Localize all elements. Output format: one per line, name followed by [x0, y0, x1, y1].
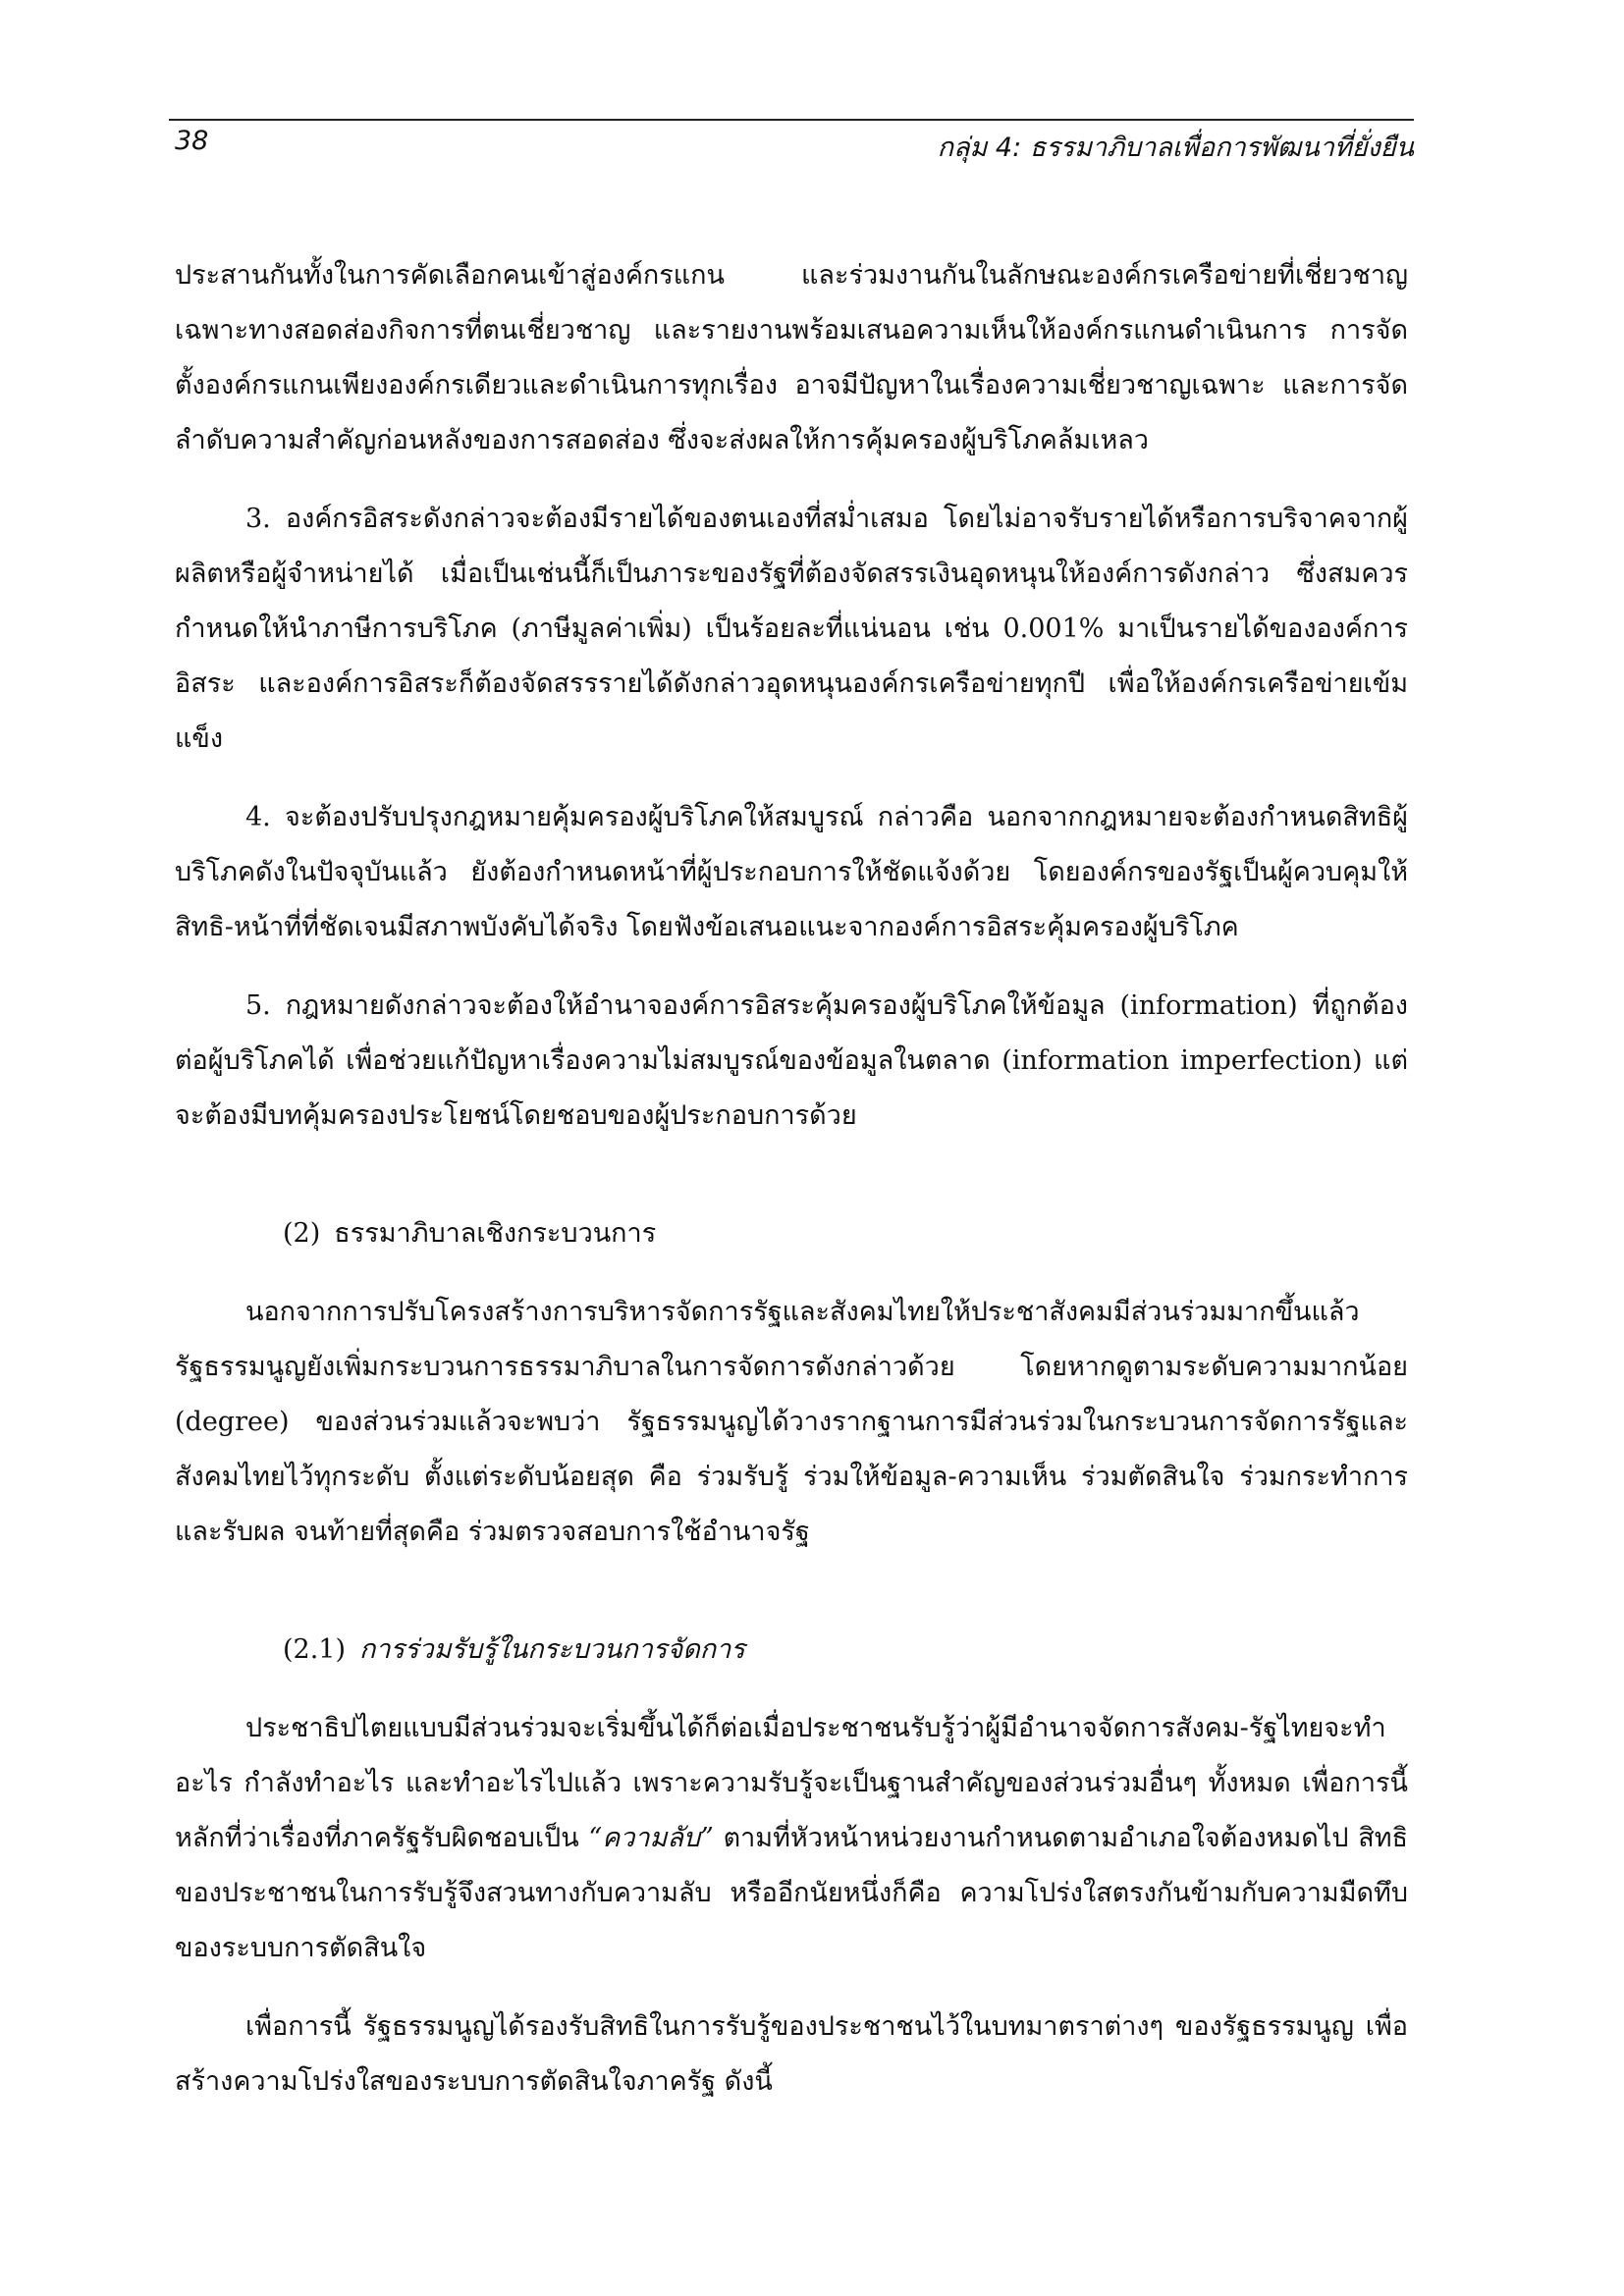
list-item-3: 3. องค์กรอิสระดังกล่าวจะต้องมีรายได้ของตนเองที่สม่ำเสมอ โดยไม่อาจรับรายได้หรือการบริจาคจากผู้ผลิตหรือผู้จำหน่ายได้ เมื่อเป็นเช่นนี้ก็เป็นภาระของรัฐที่ต้องจัดสรรเงินอุดหนุนให้องค์การดังกล่าว ซึ่งสมควรกำหนดให้นำภาษีการบริโภค (ภาษีมูลค่าเพิ่ม) เป็นร้อยละที่แน่นอน เช่น 0.001% มาเป็นรายได้ขององค์การอิสระ และองค์การอิสระก็ต้องจัดสรรรายได้ดังกล่าวอุดหนุนองค์กรเครือข่ายทุกปี เพื่อให้องค์กรเครือข่ายเข้มแข็ง: [175, 504, 1408, 754]
section-title: ธรรมาภิบาลเชิงกระบวนการ: [334, 1218, 657, 1249]
section-number: (2): [283, 1218, 321, 1249]
page-header: [169, 126, 1414, 165]
paragraph-constitution-rights: เพื่อการนี้ รัฐธรรมนูญได้รองรับสิทธิในการรับรู้ของประชาชนไว้ในบทมาตราต่างๆ ของรัฐธรรมนูญ เพื่อสร้างความโปร่งใสของระบบการตัดสินใจภาครัฐ ดังนี้: [175, 2011, 1408, 2097]
page-number: 38: [175, 126, 209, 156]
subsection-title: การร่วมรับรู้ในกระบวนการจัดการ: [359, 1634, 745, 1665]
paragraph-participation-part2: ตามที่หัวหน้าหน่วยงานกำหนดตามอำเภอใจต้องหมดไป สิทธิของประชาชนในการรับรู้จึงสวนทางกับความลับ หรืออีกนัยหนึ่งก็คือ ความโปร่งใสตรงกันข้ามกับความมืดทึบของระบบการตัดสินใจ: [175, 1823, 1408, 1963]
paragraph-participation: [175, 1701, 1408, 1976]
subsection-number: (2.1): [283, 1634, 347, 1665]
list-item-5: 5. กฎหมายดังกล่าวจะต้องให้อำนาจองค์การอิสระคุ้มครองผู้บริโภคให้ข้อมูล (information) ที่ถูกต้องต่อผู้บริโภคได้ เพื่อช่วยแก้ปัญหาเรื่องความไม่สมบูรณ์ของข้อมูลในตลาด (information imperfection) แต่จะต้องมีบทคุ้มครองประโยชน์โดยชอบของผู้ประกอบการด้วย: [175, 990, 1408, 1131]
paragraph-continuation: ประสานกันทั้งในการคัดเลือกคนเข้าสู่องค์กรแกน และร่วมงานกันในลักษณะองค์กรเครือข่ายที่เชี่ยวชาญเฉพาะทางสอดส่องกิจการที่ตนเชี่ยวชาญ และรายงานพร้อมเสนอความเห็นให้องค์กรแกนดำเนินการ การจัดตั้งองค์กรแกนเพียงองค์กรเดียวและดำเนินการทุกเรื่อง อาจมีปัญหาในเรื่องความเชี่ยวชาญเฉพาะ และการจัดลำดับความสำคัญก่อนหลังของการสอดส่อง ซึ่งจะส่งผลให้การคุ้มครองผู้บริโภคล้มเหลว: [175, 260, 1408, 455]
subsection-heading-2-1: [175, 1623, 1408, 1678]
emphasis-secret: “ความลับ”: [588, 1823, 714, 1853]
paragraph-participation-part1: ประชาธิปไตยแบบมีส่วนร่วมจะเริ่มขึ้นได้ก็ต่อเมื่อประชาชนรับรู้ว่าผู้มีอำนาจจัดการสังคม-รัฐไทยจะทำอะไร กำลังทำอะไร และทำอะไรไปแล้ว เพราะความรับรู้จะเป็นฐานสำคัญของส่วนร่วมอื่นๆ ทั้งหมด เพื่อการนี้ หลักที่ว่าเรื่องที่ภาครัฐรับผิดชอบเป็น: [175, 1713, 1408, 1853]
running-title: กลุ่ม 4: ธรรมาภิบาลเพื่อการพัฒนาที่ยั่งยืน: [937, 133, 1414, 163]
list-item-4: 4. จะต้องปรับปรุงกฎหมายคุ้มครองผู้บริโภคให้สมบูรณ์ กล่าวคือ นอกจากกฎหมายจะต้องกำหนดสิทธิผู้บริโภคดังในปัจจุบันแล้ว ยังต้องกำหนดหน้าที่ผู้ประกอบการให้ชัดแจ้งด้วย โดยองค์กรของรัฐเป็นผู้ควบคุมให้สิทธิ-หน้าที่ที่ชัดเจนมีสภาพบังคับได้จริง โดยฟังข้อเสนอแนะจากองค์การอิสระคุ้มครองผู้บริโภค: [175, 802, 1408, 942]
body-text: [175, 248, 1408, 2109]
section-heading-2: [175, 1206, 1408, 1261]
paragraph-process: นอกจากการปรับโครงสร้างการบริหารจัดการรัฐและสังคมไทยให้ประชาสังคมมีส่วนร่วมมากขึ้นแล้ว รัฐธรรมนูญยังเพิ่มกระบวนการธรรมาภิบาลในการจัดการดังกล่าวด้วย โดยหากดูตามระดับความมากน้อย (degree) ของส่วนร่วมแล้วจะพบว่า รัฐธรรมนูญได้วางรากฐานการมีส่วนร่วมในกระบวนการจัดการรัฐและสังคมไทยไว้ทุกระดับ ตั้งแต่ระดับน้อยสุด คือ ร่วมรับรู้ ร่วมให้ข้อมูล-ความเห็น ร่วมตัดสินใจ ร่วมกระทำการและรับผล จนท้ายที่สุดคือ ร่วมตรวจสอบการใช้อำนาจรัฐ: [175, 1297, 1408, 1547]
header-rule: [169, 119, 1414, 121]
